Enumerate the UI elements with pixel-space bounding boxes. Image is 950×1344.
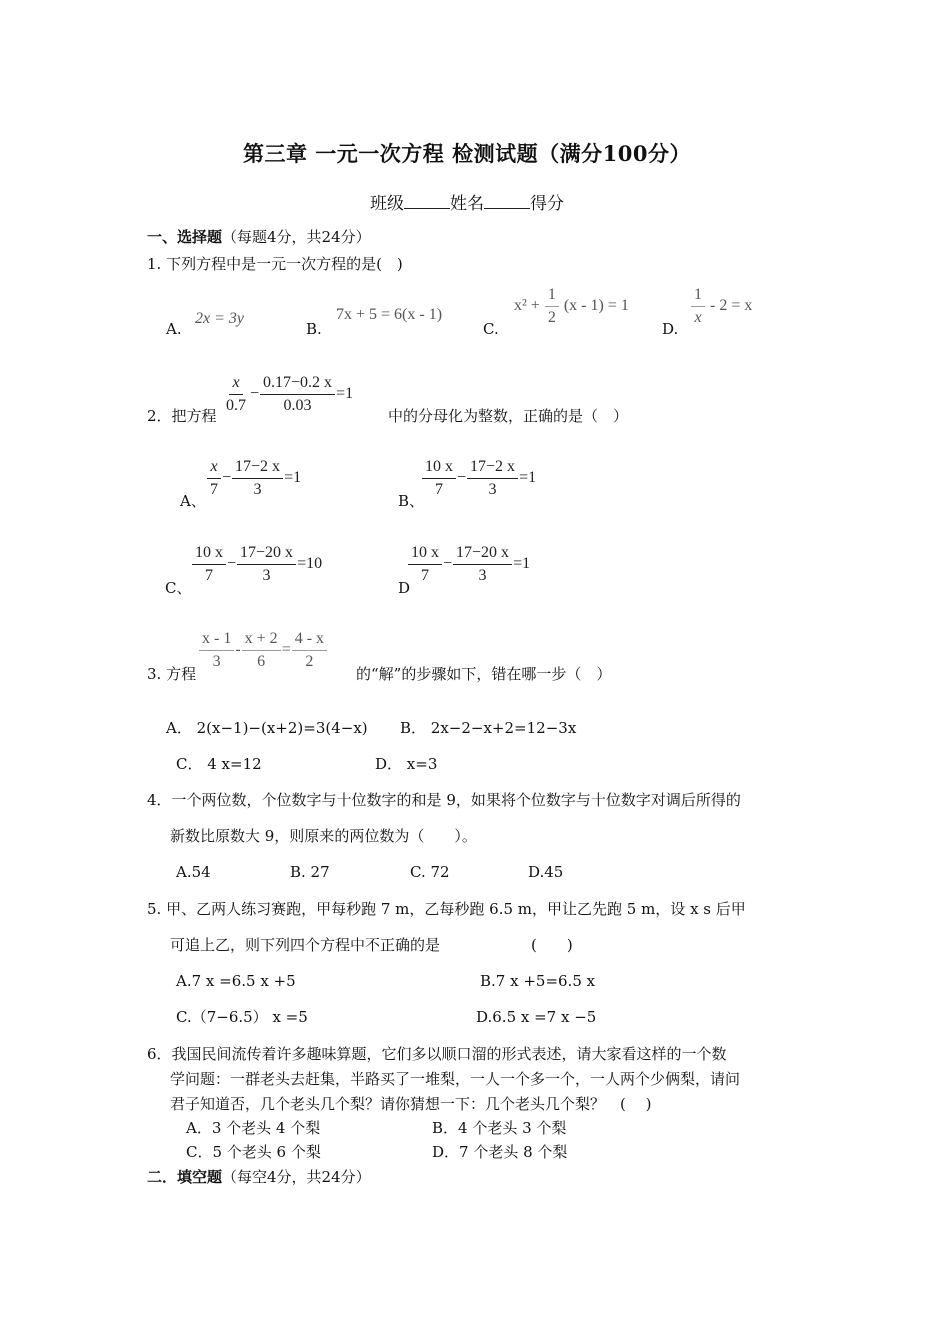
q1-stem: 1. 下列方程中是一元一次方程的是( )	[147, 255, 403, 273]
fraction: $\frac{x + 2}{6}$	[242, 628, 281, 673]
q2-option-a-expr: $\frac{x}{7}$ − $\frac{17-2 x}{3}$ =1	[206, 456, 301, 501]
section-2-heading: 二．填空题（每空4分，共24分）	[147, 1168, 371, 1186]
q1-option-a-label: A.	[166, 320, 182, 338]
q3-option-a: A． 2(x−1)−(x+2)=3(4−x)	[166, 719, 368, 737]
q6-line-1: 6．我国民间流传着许多趣味算题，它们多以顺口溜的形式表述，请大家看这样的一个数	[147, 1045, 727, 1063]
q5-option-d: D.6.5 x =7 x −5	[476, 1008, 597, 1026]
q3-suffix: 的“解”的步骤如下，错在哪一步（ ）	[356, 665, 612, 683]
q4-line-2: 新数比原数大 9，则原来的两位数为（ ）。	[170, 827, 477, 845]
q2-option-c-label: C、	[165, 579, 192, 597]
q5-line-1: 5. 甲、乙两人练习赛跑，甲每秒跑 7 m，乙每秒跑 6.5 m，甲让乙先跑 5 m，设 x s 后甲	[147, 900, 746, 918]
name-label: 姓名	[450, 194, 484, 214]
q1-option-c-label: C.	[483, 320, 499, 338]
q5-option-c: C.（7−6.5） x =5	[176, 1008, 308, 1026]
fraction: $\frac{17-20 x}{3}$	[453, 542, 512, 587]
q5-option-a: A.7 x =6.5 x +5	[176, 972, 296, 990]
class-blank	[404, 194, 450, 209]
fraction: $\frac{10 x}{7}$	[192, 542, 226, 587]
fraction: $\frac{1}{x}$	[691, 284, 705, 329]
name-blank	[484, 194, 530, 209]
q1-option-a-expr: 2x = 3y	[195, 310, 244, 327]
fraction: $\frac{17-2 x}{3}$	[467, 456, 518, 501]
section-1-heading: 一、选择题（每题4分，共24分）	[147, 228, 371, 246]
q2-prefix: 2．把方程	[147, 407, 217, 425]
q4-option-c: C. 72	[410, 863, 450, 881]
q2-option-d-label: D	[398, 579, 411, 597]
q3-prefix: 3. 方程	[147, 665, 197, 683]
q1-option-c-expr: x² + $\frac{1}{2}$ (x - 1) = 1	[514, 284, 629, 329]
fraction: $\frac{4 - x}{2}$	[292, 628, 327, 673]
q3-option-d: D． x=3	[375, 755, 438, 773]
q6-option-a: A．3 个老头 4 个梨	[186, 1119, 321, 1137]
q3-equation: $\frac{x - 1}{3}$ - $\frac{x + 2}{6}$ = $\frac{4 - x}{2}$	[198, 628, 328, 673]
q2-option-a-label: A、	[180, 492, 206, 510]
q1-option-b-expr: 7x + 5 = 6(x - 1)	[336, 306, 443, 323]
fraction: $\frac{10 x}{7}$	[422, 456, 456, 501]
page-title: 第三章 一元一次方程 检测试题（满分100分）	[243, 141, 691, 166]
class-label: 班级	[370, 194, 404, 214]
fraction: $\frac{x - 1}{3}$	[199, 628, 234, 673]
fraction: $\frac{x}{0.7}$	[226, 374, 246, 414]
fraction: $\frac{17-20 x}{3}$	[237, 542, 296, 587]
q1-option-d-expr: $\frac{1}{x}$ - 2 = x	[690, 284, 752, 329]
score-label: 得分	[530, 194, 564, 214]
q6-option-c: C．5 个老头 6 个梨	[186, 1143, 321, 1161]
q3-option-b: B． 2x−2−x+2=12−3x	[400, 719, 577, 737]
fraction: $\frac{0.17-0.2 x}{0.03}$	[260, 372, 335, 417]
q5-paren: ( )	[531, 936, 573, 954]
q2-option-c-expr: $\frac{10 x}{7}$ − $\frac{17-20 x}{3}$ =10	[191, 542, 322, 587]
student-info	[370, 189, 564, 214]
q1-option-d-label: D.	[662, 320, 679, 338]
q5-option-b: B.7 x +5=6.5 x	[480, 972, 596, 990]
fraction: $\frac{10 x}{7}$	[408, 542, 442, 587]
fraction: $\frac{1}{2}$	[545, 284, 559, 329]
q6-line-2: 学问题：一群老头去赶集，半路买了一堆梨，一人一个多一个，一人两个少俩梨，请问	[170, 1070, 741, 1088]
q6-line-3: 君子知道否，几个老头几个梨？请你猜想一下：几个老头几个梨？ ( )	[170, 1095, 652, 1113]
q3-option-c: C． 4 x=12	[176, 755, 262, 773]
q2-option-b-expr: $\frac{10 x}{7}$ − $\frac{17-2 x}{3}$ =1	[421, 456, 536, 501]
q2-option-b-label: B、	[398, 492, 425, 510]
q4-option-a: A.54	[176, 863, 211, 881]
q4-line-1: 4．一个两位数，个位数字与十位数字的和是 9，如果将个位数字与十位数字对调后所得的	[147, 791, 741, 809]
q6-option-b: B．4 个老头 3 个梨	[432, 1119, 567, 1137]
q4-option-b: B. 27	[290, 863, 330, 881]
q6-option-d: D．7 个老头 8 个梨	[432, 1143, 568, 1161]
fraction: $\frac{x}{7}$	[207, 456, 221, 501]
q2-suffix: 中的分母化为整数，正确的是（ ）	[388, 407, 629, 425]
fraction: $\frac{17-2 x}{3}$	[232, 456, 283, 501]
q5-line-2: 可追上乙，则下列四个方程中不正确的是	[170, 936, 441, 954]
q4-option-d: D.45	[528, 863, 564, 881]
q2-equation: $\frac{x}{0.7}$ − $\frac{0.17-0.2 x}{0.03}$ =1	[222, 372, 353, 417]
q2-option-d-expr: $\frac{10 x}{7}$ − $\frac{17-20 x}{3}$ =1	[407, 542, 530, 587]
q1-option-b-label: B.	[306, 320, 322, 338]
